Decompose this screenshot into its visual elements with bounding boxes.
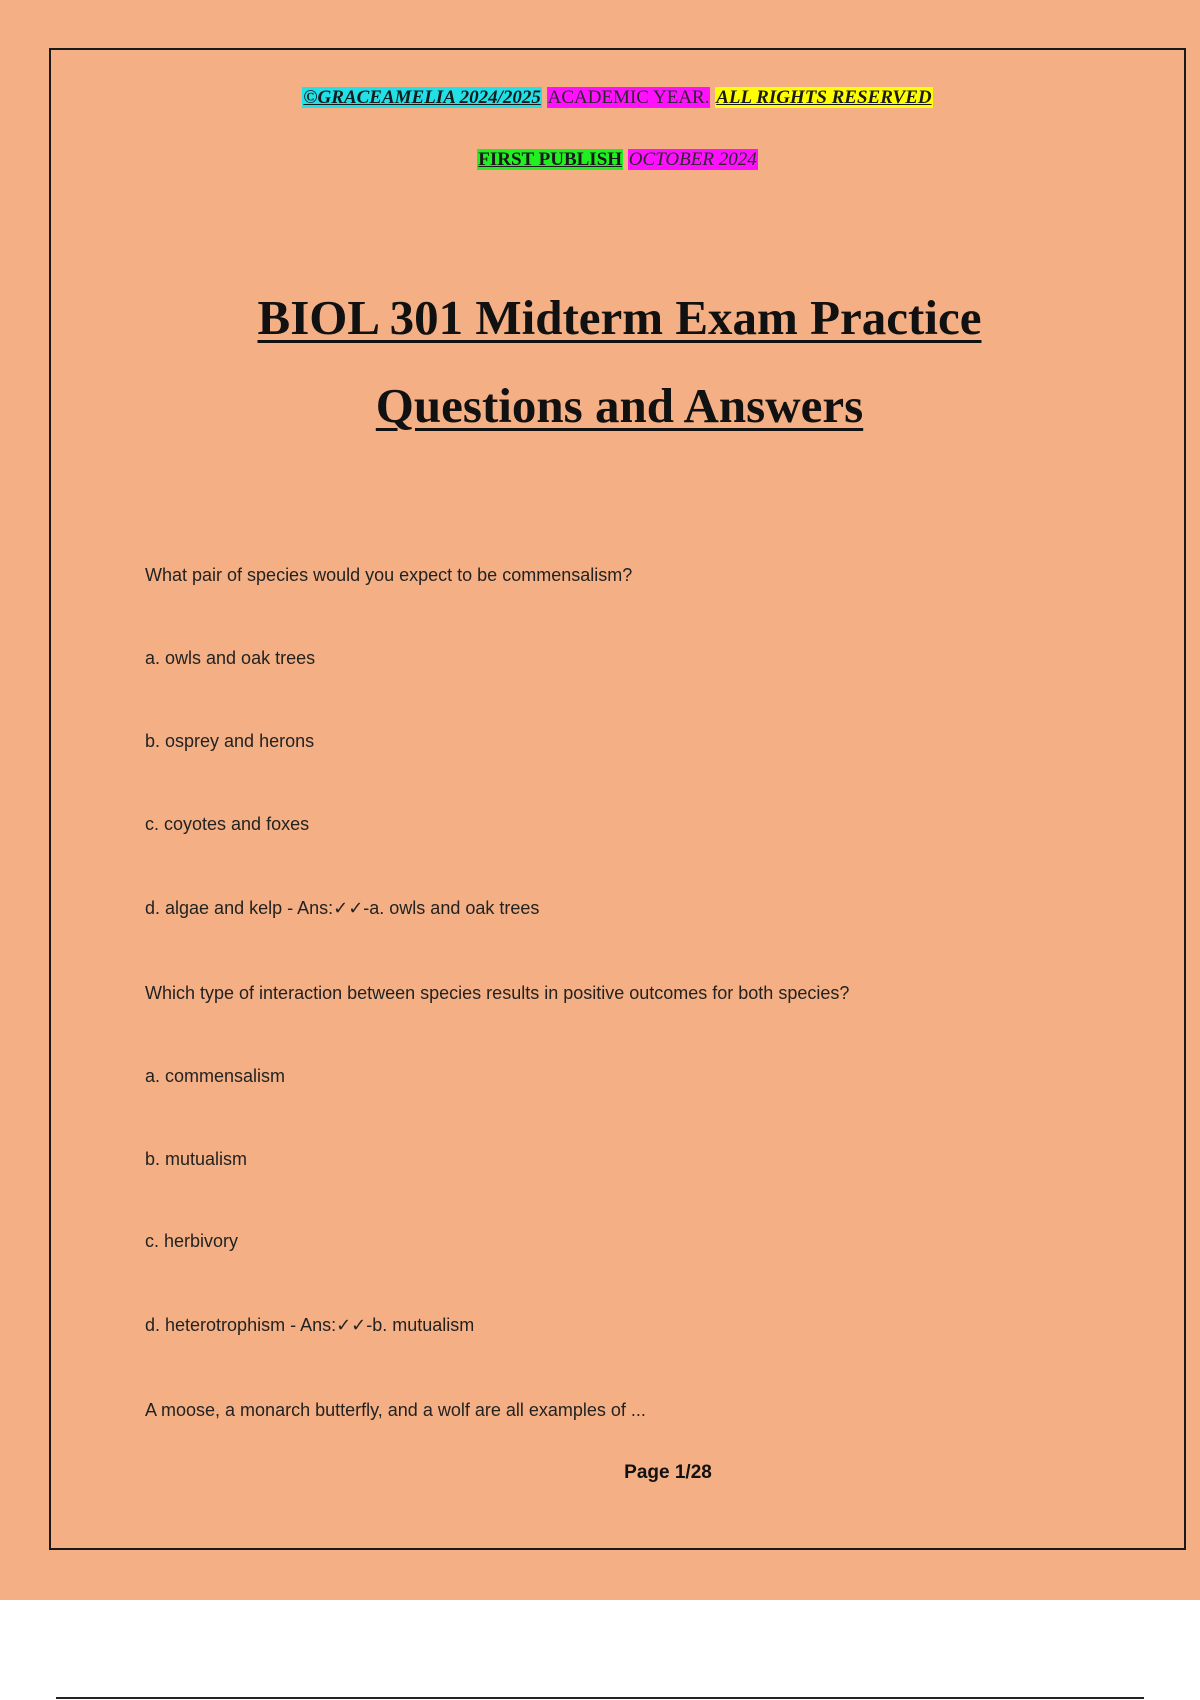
answer-option: a. commensalism	[145, 1066, 286, 1086]
publish-date-text: OCTOBER 2024	[628, 149, 757, 170]
copyright-text: ©GRACEAMELIA 2024/2025	[303, 87, 541, 108]
copyright-header	[51, 86, 1184, 110]
rights-reserved-text: ALL RIGHTS RESERVED	[716, 87, 932, 108]
next-page-divider	[56, 1697, 1144, 1699]
document-title-line-1: BIOL 301 Midterm Exam Practice	[257, 290, 982, 345]
publish-header	[51, 148, 1184, 172]
page-number: Page 1/28	[624, 1462, 712, 1483]
question-text: A moose, a monarch butterfly, and a wolf are all examples of ...	[145, 1400, 646, 1420]
document-title-line-2: Questions and Answers	[375, 378, 864, 433]
question-text: Which type of interaction between species results in positive outcomes for both species?	[145, 983, 850, 1003]
question-text: What pair of species would you expect to be commensalism?	[145, 565, 633, 585]
answer-option-with-answer: d. heterotrophism - Ans:✓✓-b. mutualism	[145, 1315, 475, 1335]
answer-option-with-answer: d. algae and kelp - Ans:✓✓-a. owls and oak trees	[145, 898, 540, 918]
first-publish-text: FIRST PUBLISH	[478, 149, 623, 170]
answer-option: c. coyotes and foxes	[145, 814, 310, 834]
answer-option: c. herbivory	[145, 1231, 239, 1251]
answer-option: b. osprey and herons	[145, 731, 315, 751]
answer-option: a. owls and oak trees	[145, 648, 316, 668]
academic-year-text: ACADEMIC YEAR.	[547, 87, 710, 108]
answer-option: b. mutualism	[145, 1149, 248, 1169]
